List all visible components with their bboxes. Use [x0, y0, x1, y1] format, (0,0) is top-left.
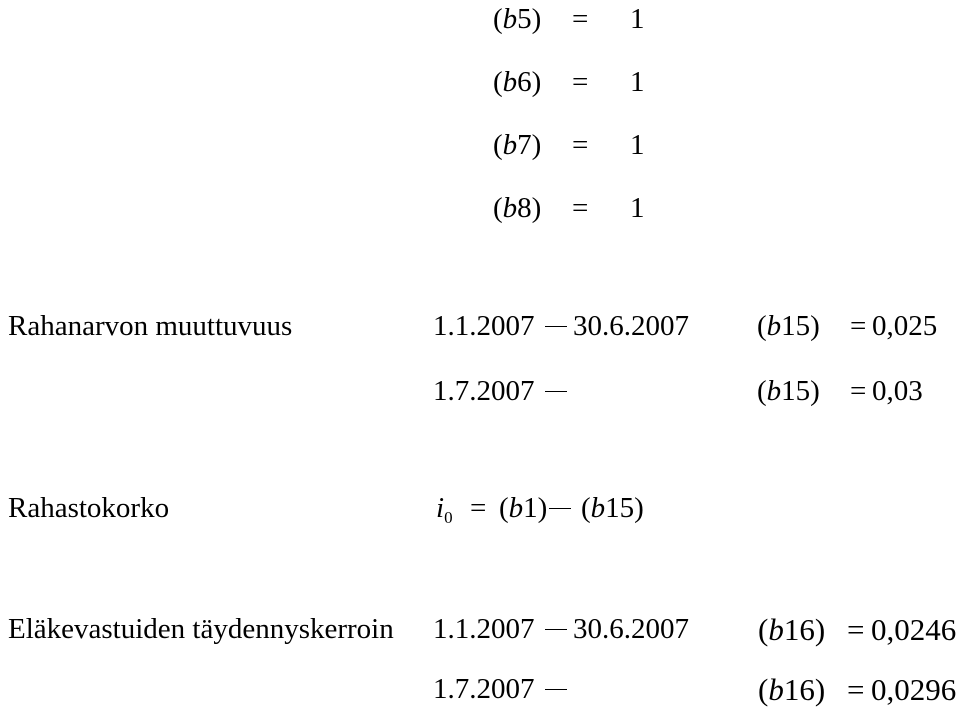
equals-sign: = [470, 492, 487, 524]
equals-sign: = [850, 310, 867, 342]
equals-sign: = [572, 3, 589, 35]
period-end: 30.6.2007 [573, 310, 689, 342]
period-start: 1.7.2007 [433, 375, 535, 407]
minus-sign [541, 494, 571, 523]
period-start: 1.1.2007 [433, 310, 535, 342]
elake-label: Eläkevastuiden täydennyskerroin [8, 613, 394, 645]
equation-b16: (b16) [758, 612, 826, 647]
period-dash [537, 615, 567, 644]
equals-sign: = [572, 192, 589, 224]
term-b15: (b15) [581, 492, 644, 524]
equals-sign: = [847, 672, 865, 707]
rahanarvo-label: Rahanarvon muuttuvuus [8, 310, 293, 342]
value: 0,0296 [871, 672, 957, 707]
period-dash [537, 675, 567, 704]
rahastokorko-label: Rahastokorko [8, 492, 170, 524]
equals-sign: = [572, 129, 589, 161]
term-b1: (b1) [499, 492, 548, 524]
equation-b16: (b16) [758, 672, 826, 707]
value: 1 [630, 3, 645, 35]
equation-b6: (b6) [493, 66, 542, 98]
value: 1 [630, 66, 645, 98]
equals-sign: = [850, 375, 867, 407]
period-start: 1.7.2007 [433, 673, 535, 705]
value: 0,0246 [871, 612, 957, 647]
period-dash [537, 377, 567, 406]
period-end: 30.6.2007 [573, 613, 689, 645]
period-dash [537, 312, 567, 341]
equation-b15: (b15) [757, 375, 820, 407]
equals-sign: = [847, 612, 865, 647]
value: 1 [630, 129, 645, 161]
equation-b7: (b7) [493, 129, 542, 161]
value: 0,025 [872, 310, 938, 342]
value: 1 [630, 192, 645, 224]
equation-b8: (b8) [493, 192, 542, 224]
equals-sign: = [572, 66, 589, 98]
equation-b5: (b5) [493, 3, 542, 35]
value: 0,03 [872, 375, 923, 407]
equation-b15: (b15) [757, 310, 820, 342]
period-start: 1.1.2007 [433, 613, 535, 645]
rate-symbol: $i_0$ [436, 492, 453, 527]
